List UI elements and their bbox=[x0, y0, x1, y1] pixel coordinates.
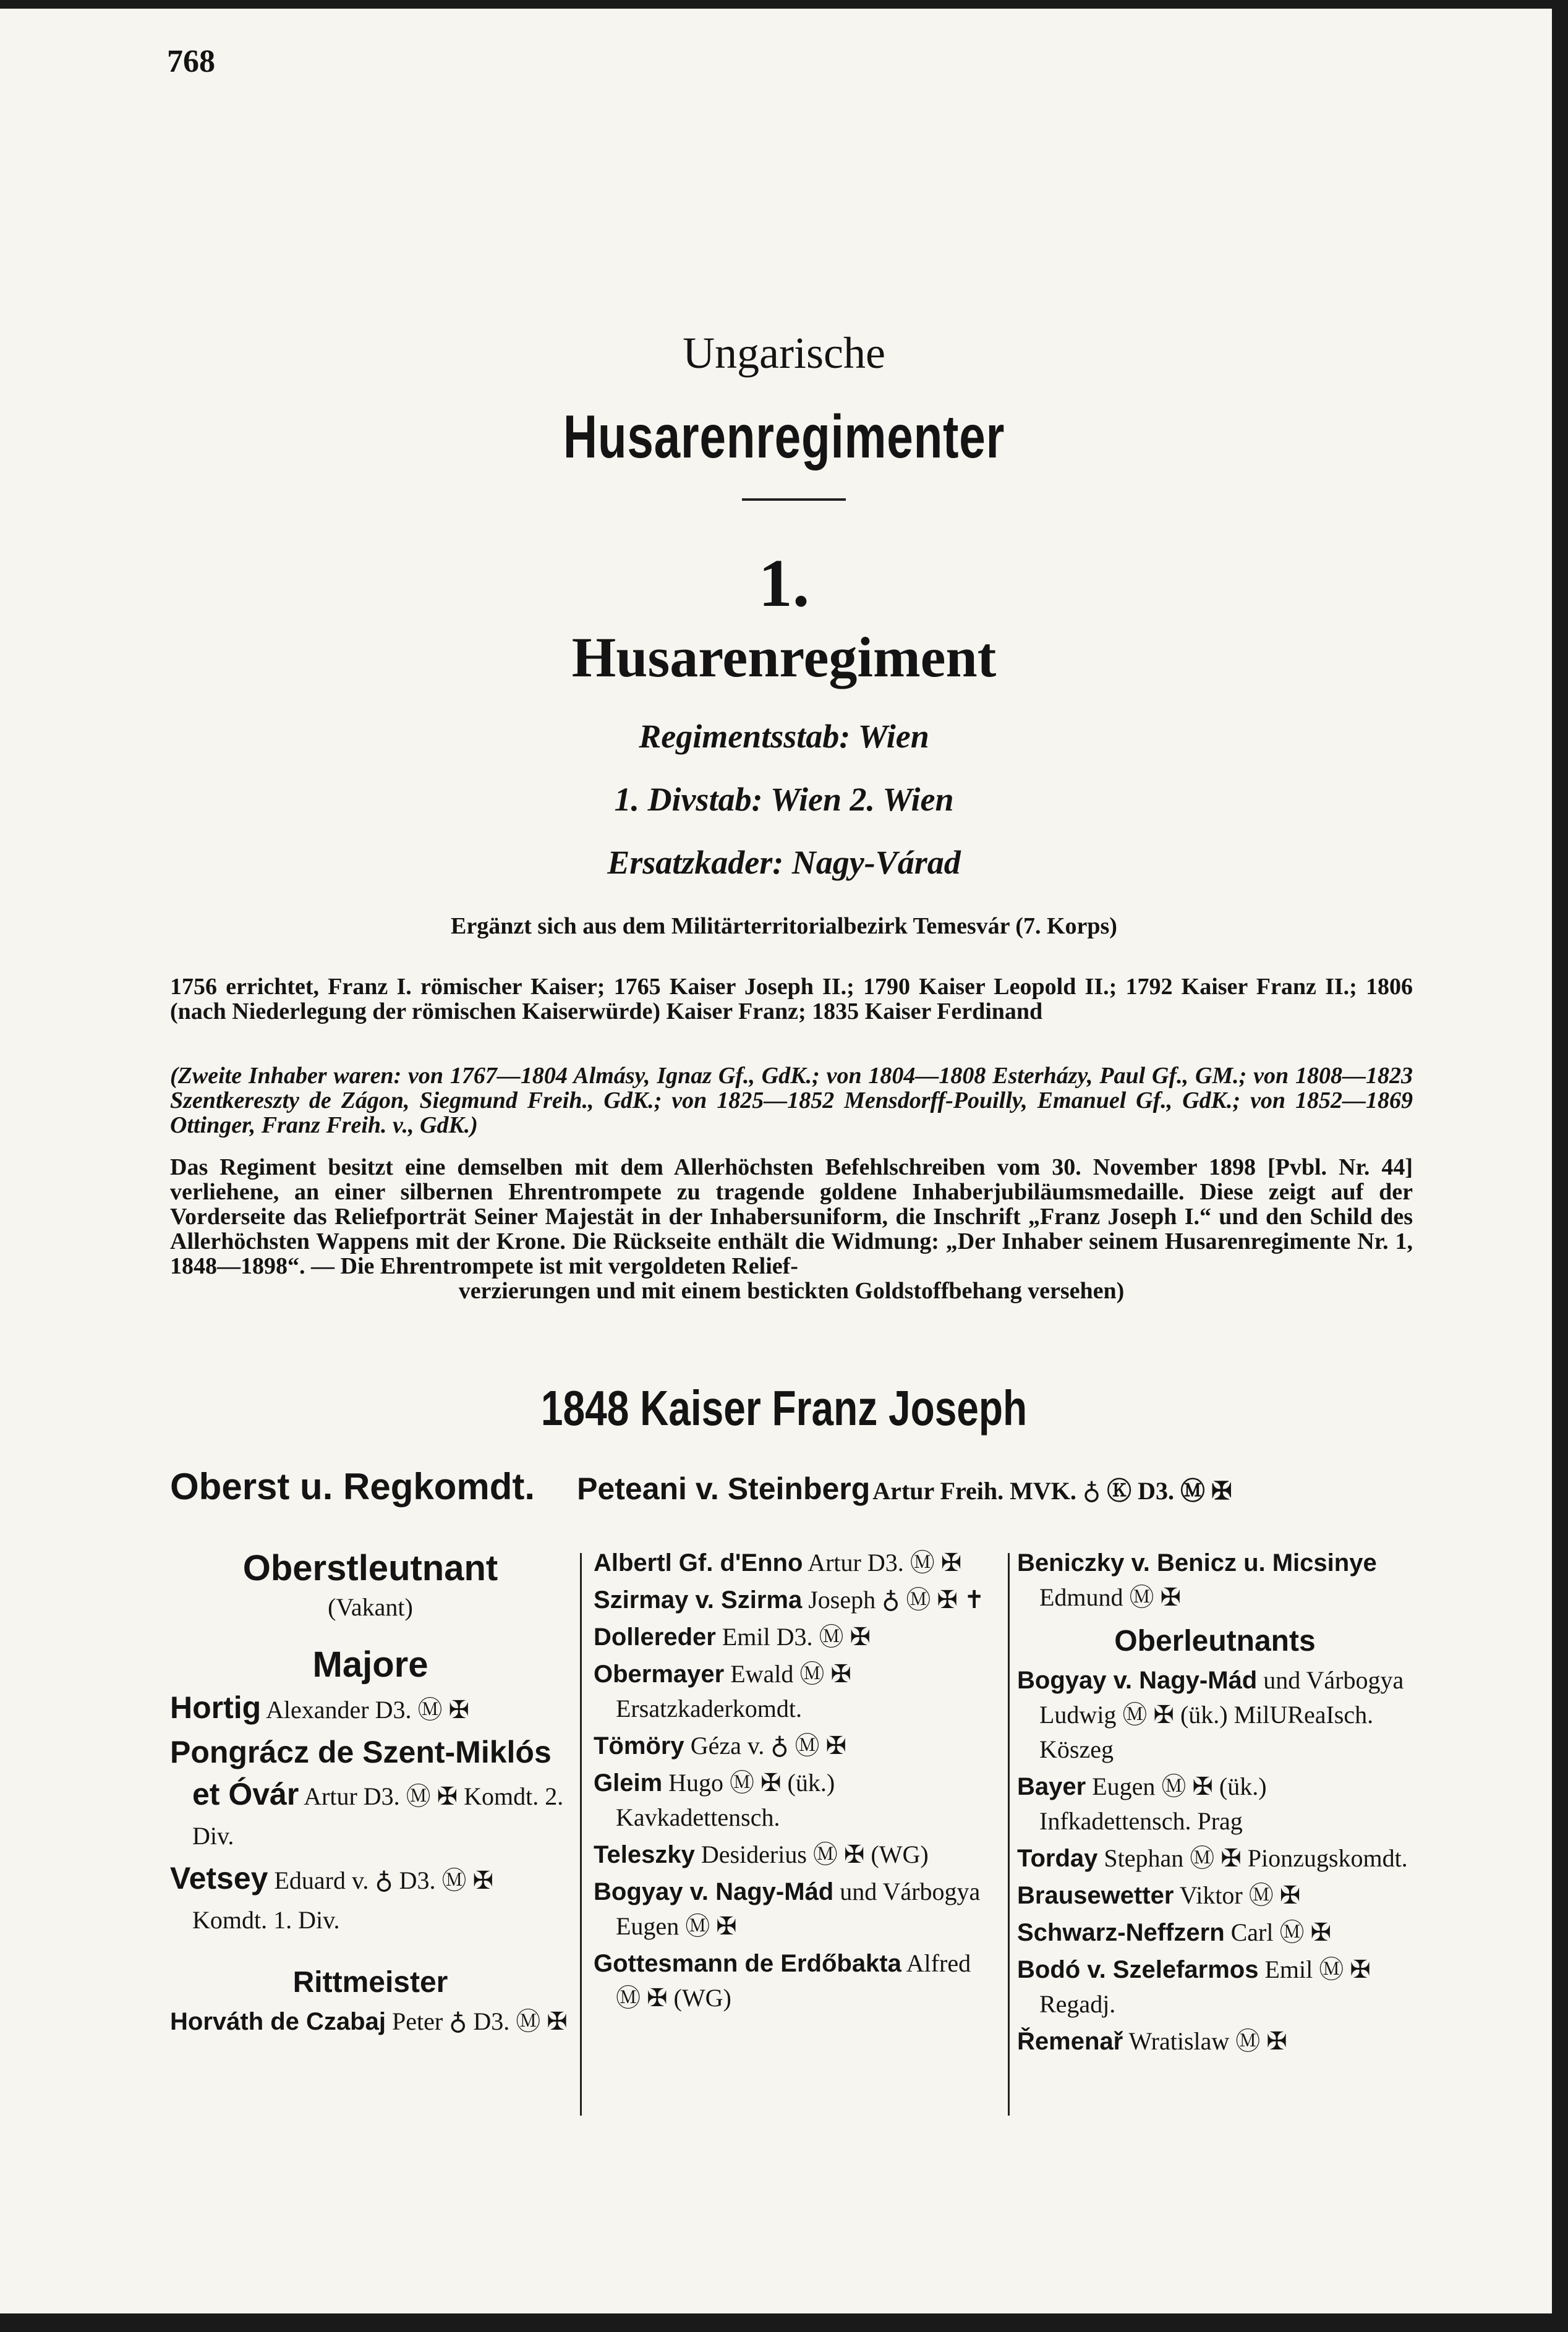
erganzung-line: Ergänzt sich aus dem Militärterritorialbezirk Temesvár (7. Korps) bbox=[451, 913, 1117, 939]
regiment-number: 1. bbox=[758, 545, 810, 621]
list-item: Brausewetter Viktor Ⓜ ✠ bbox=[1017, 1881, 1301, 1909]
title-line2: Husarenregimenter bbox=[563, 402, 1005, 470]
oberleutnants-heading: Oberleutnants bbox=[1114, 1625, 1316, 1658]
oberst-rank: Oberst u. Regkomdt. bbox=[170, 1466, 535, 1507]
second-owners-paragraph: (Zweite Inhaber waren: von 1767—1804 Almásy, Ignaz Gf., GdK.; von 1804—1808 Esterházy, Paul Gf., GM.; von 1808—1823 Szentkereszty de Zágon, Siegmund Freih., GdK.; von 1825—1852 Mensdorff-Pouilly, Emanuel Gf., GdK.; von 1852—1869 Ottinger, Franz Freih. v., GdK.) bbox=[170, 1063, 1413, 1138]
list-item: Řemenař Wratislaw Ⓜ ✠ bbox=[1017, 2027, 1287, 2055]
list-item: Bogyay v. Nagy-Mád und Várbogya Ludwig Ⓜ ✠ (ük.) MilUReaIsch. Köszeg bbox=[1017, 1666, 1404, 1763]
list-item: Bodó v. Szelefarmos Emil Ⓜ ✠ Regadj. bbox=[1017, 1955, 1371, 2018]
column-2 bbox=[594, 1546, 999, 2018]
oberst-name: Peteani v. Steinberg bbox=[577, 1471, 871, 1506]
list-item: Bogyay v. Nagy-Mád und Várbogya Eugen Ⓜ ✠ bbox=[594, 1878, 981, 1940]
award-text: Das Regiment besitzt eine demselben mit dem Allerhöchsten Befehlschreiben vom 30. November 1898 [Pvbl. Nr. 44] verliehene, an einer silbernen Ehrentrompete zu tragende goldene Inhaberjubiläumsmedaille. Diese zeigt auf der Vorderseite das Reliefporträt Seiner Majestät in der Inhabersuniform, die Inschrift „Franz Joseph I.“ und den Schild des Allerhöchsten Wappens mit der Krone. Die Rückseite enthält die Widmung: „Der Inhaber seinem Husarenregimente Nr. 1, 1848—1898“. — Die Ehrentrompete ist mit vergoldeten Relief- bbox=[170, 1154, 1413, 1279]
list-item: Dollereder Emil D3. Ⓜ ✠ bbox=[594, 1623, 871, 1651]
award-paragraph bbox=[170, 1155, 1413, 1303]
oberstleutnant-note: (Vakant) bbox=[328, 1593, 413, 1621]
list-item: Beniczky v. Benicz u. Micsinye Edmund Ⓜ ✠ bbox=[1017, 1549, 1377, 1611]
list-item: Schwarz-Neffzern Carl Ⓜ ✠ bbox=[1017, 1918, 1332, 1946]
scan-border-top bbox=[0, 0, 1568, 9]
list-item: Hortig Alexander D3. Ⓜ ✠ bbox=[170, 1690, 469, 1725]
history-paragraph: 1756 errichtet, Franz I. römischer Kaiser; 1765 Kaiser Joseph II.; 1790 Kaiser Leopold II.; 1792 Kaiser Franz II.; 1806 (nach Niederlegung der römischen Kaiserwürde) Kaiser Franz; 1835 Kaiser Ferdinand bbox=[170, 974, 1413, 1024]
oberst-details: Artur Freih. MVK. ♁ Ⓚ D3. Ⓜ ✠ bbox=[872, 1477, 1232, 1505]
list-item: Teleszky Desiderius Ⓜ ✠ (WG) bbox=[594, 1840, 929, 1868]
oberstleutnant-heading: Oberstleutnant bbox=[242, 1548, 498, 1588]
title-line1: Ungarische bbox=[683, 328, 885, 378]
list-item: Pongrácz de Szent-Miklós et Óvár Artur D3. Ⓜ ✠ Komdt. 2. Div. bbox=[170, 1735, 564, 1850]
list-item: Bayer Eugen Ⓜ ✠ (ük.) Infkadettensch. Prag bbox=[1017, 1772, 1267, 1835]
page-number: 768 bbox=[167, 44, 215, 79]
column-divider-1 bbox=[580, 1553, 582, 2116]
list-item: Albertl Gf. d'Enno Artur D3. Ⓜ ✠ bbox=[594, 1549, 962, 1577]
rittmeister-heading: Rittmeister bbox=[292, 1966, 448, 1999]
list-item: Vetsey Eduard v. ♁ D3. Ⓜ ✠ Komdt. 1. Div. bbox=[170, 1861, 494, 1934]
regiment-title: Husarenregiment bbox=[571, 626, 997, 689]
regimentsstab: Regimentsstab: Wien bbox=[639, 718, 929, 755]
list-item: Tömöry Géza v. ♁ Ⓜ ✠ bbox=[594, 1732, 846, 1760]
inhaber-heading: 1848 Kaiser Franz Joseph bbox=[540, 1381, 1028, 1436]
majore-heading: Majore bbox=[312, 1645, 428, 1685]
title-rule bbox=[742, 498, 846, 501]
ersatzkader: Ersatzkader: Nagy-Várad bbox=[607, 844, 961, 881]
list-item: Gleim Hugo Ⓜ ✠ (ük.) Kavkadettensch. bbox=[594, 1769, 835, 1831]
list-item: Horváth de Czabaj Peter ♁ D3. Ⓜ ✠ bbox=[170, 2007, 568, 2035]
column-1 bbox=[170, 1546, 571, 2041]
list-item: Torday Stephan Ⓜ ✠ Pionzugskomdt. bbox=[1017, 1844, 1408, 1872]
list-item: Obermayer Ewald Ⓜ ✠ Ersatzkaderkomdt. bbox=[594, 1660, 851, 1722]
divstab: 1. Divstab: Wien 2. Wien bbox=[614, 781, 954, 818]
scan-border-bottom bbox=[0, 2313, 1568, 2332]
award-text-last: verzierungen und mit einem bestickten Goldstoffbehang versehen) bbox=[458, 1278, 1125, 1304]
oberst-line bbox=[170, 1465, 1232, 1508]
column-3 bbox=[1017, 1546, 1413, 2061]
list-item: Szirmay v. Szirma Joseph ♁ Ⓜ ✠ ✝ bbox=[594, 1586, 985, 1614]
column-divider-2 bbox=[1008, 1553, 1010, 2116]
list-item: Gottesmann de Erdőbakta Alfred Ⓜ ✠ (WG) bbox=[594, 1949, 971, 2012]
